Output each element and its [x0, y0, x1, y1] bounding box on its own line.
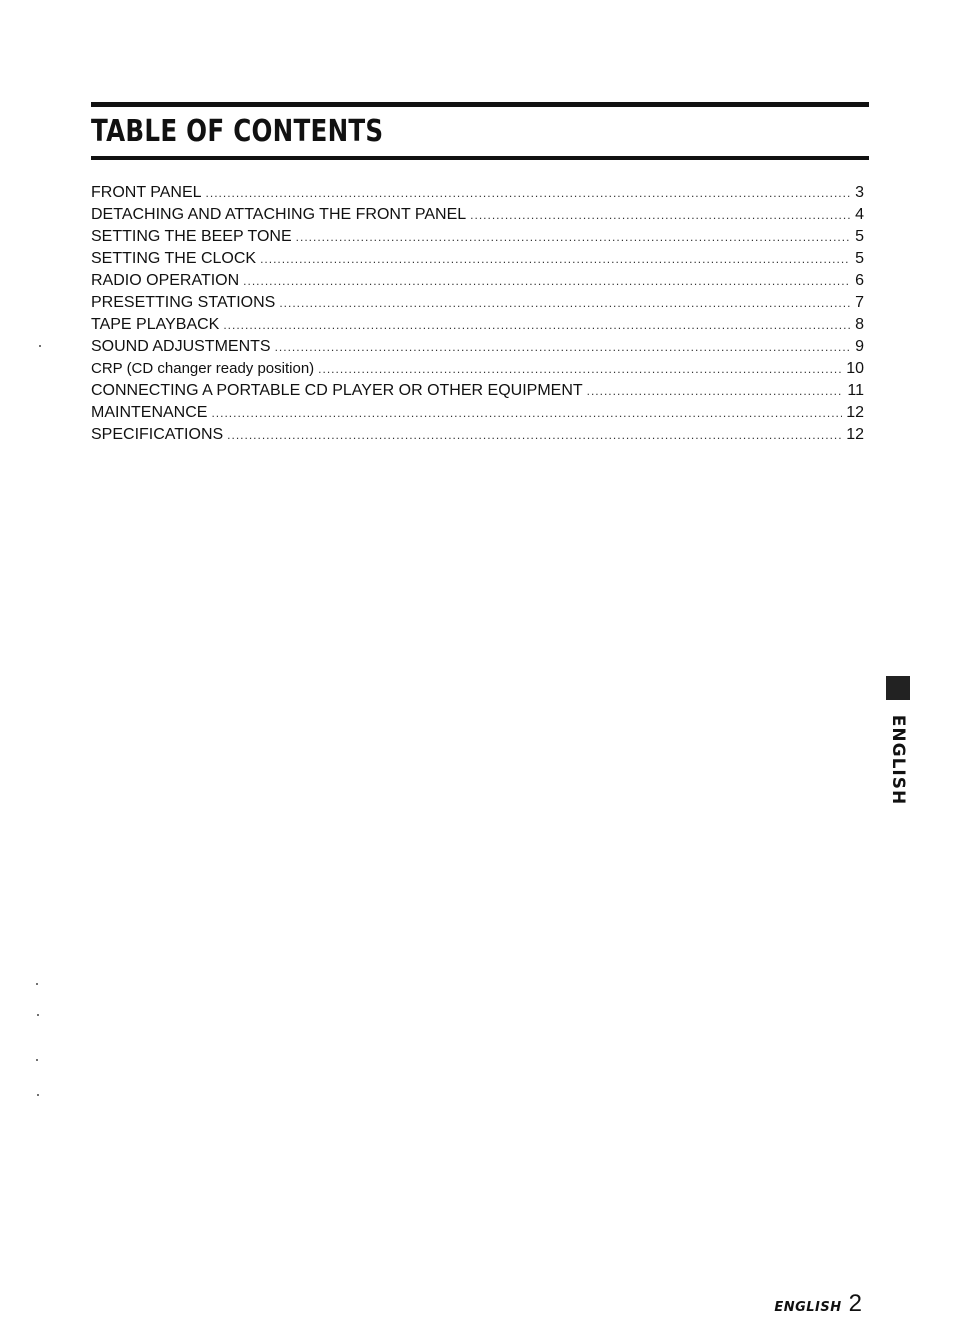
toc-entry-front-panel[interactable] — [91, 182, 864, 204]
toc-entry-beep-tone[interactable] — [91, 226, 864, 248]
toc-dot-leader — [223, 314, 850, 336]
toc-entry-label: CONNECTING A PORTABLE CD PLAYER OR OTHER EQUIPMENT — [91, 382, 583, 399]
language-tab-marker — [886, 676, 910, 700]
toc-dot-leader — [260, 248, 850, 270]
toc-entry-specifications[interactable] — [91, 424, 864, 446]
title-rule-bottom — [91, 156, 869, 160]
toc-entry-label: SETTING THE CLOCK — [91, 250, 257, 267]
toc-entry-clock[interactable] — [91, 248, 864, 270]
toc-entry-presetting-stations[interactable] — [91, 292, 864, 314]
toc-entry-page: 3 — [855, 184, 864, 201]
page-footer — [774, 1290, 862, 1318]
toc-dot-leader — [470, 204, 850, 226]
toc-entry-page: 6 — [855, 272, 864, 289]
toc-dot-leader — [211, 402, 842, 424]
toc-entry-tape-playback[interactable] — [91, 314, 864, 336]
language-side-tab — [888, 714, 908, 806]
scan-speck — [36, 1059, 38, 1061]
toc-entry-page: 10 — [846, 360, 864, 377]
toc-entry-label: CRP (CD changer ready position) — [91, 360, 315, 377]
toc-entry-connecting-portable[interactable] — [91, 380, 864, 402]
toc-entry-label: RADIO OPERATION — [91, 272, 240, 289]
toc-entry-page: 11 — [847, 382, 864, 399]
language-side-tab-label: ENGLISH — [888, 714, 908, 806]
toc-entry-label: PRESETTING STATIONS — [91, 294, 276, 311]
toc-entry-label: SPECIFICATIONS — [91, 426, 224, 443]
toc-entry-label: TAPE PLAYBACK — [91, 316, 220, 333]
toc-dot-leader — [227, 424, 842, 446]
footer-page-number: 2 — [848, 1290, 862, 1317]
toc-entry-radio-operation[interactable] — [91, 270, 864, 292]
toc-entry-label: DETACHING AND ATTACHING THE FRONT PANEL — [91, 206, 467, 223]
scan-speck — [37, 1094, 39, 1096]
toc-entry-label: FRONT PANEL — [91, 184, 202, 201]
toc-entry-label: MAINTENANCE — [91, 404, 208, 421]
footer-language: ENGLISH — [774, 1300, 842, 1315]
page-title: TABLE OF CONTENTS — [91, 114, 384, 149]
scan-speck — [37, 1014, 39, 1016]
toc-entry-page: 8 — [855, 316, 864, 333]
table-of-contents — [91, 182, 864, 446]
toc-dot-leader — [587, 380, 844, 402]
toc-dot-leader — [243, 270, 850, 292]
toc-entry-page: 4 — [855, 206, 864, 223]
toc-entry-page: 5 — [855, 250, 864, 267]
toc-entry-maintenance[interactable] — [91, 402, 864, 424]
toc-entry-label: SOUND ADJUSTMENTS — [91, 338, 271, 355]
toc-entry-page: 12 — [846, 404, 864, 421]
toc-entry-sound-adjustments[interactable] — [91, 336, 864, 358]
toc-dot-leader — [296, 226, 850, 248]
toc-entry-crp[interactable] — [91, 358, 864, 380]
toc-entry-page: 7 — [855, 294, 864, 311]
toc-dot-leader — [318, 358, 842, 380]
toc-dot-leader — [206, 182, 850, 204]
toc-entry-detaching-attaching[interactable] — [91, 204, 864, 226]
toc-dot-leader — [279, 292, 850, 314]
toc-entry-page: 5 — [855, 228, 864, 245]
scan-speck — [36, 983, 38, 985]
scan-speck — [39, 345, 41, 347]
toc-entry-page: 9 — [855, 338, 864, 355]
title-rule-top — [91, 102, 869, 107]
toc-entry-label: SETTING THE BEEP TONE — [91, 228, 292, 245]
toc-entry-page: 12 — [846, 426, 864, 443]
toc-dot-leader — [275, 336, 850, 358]
